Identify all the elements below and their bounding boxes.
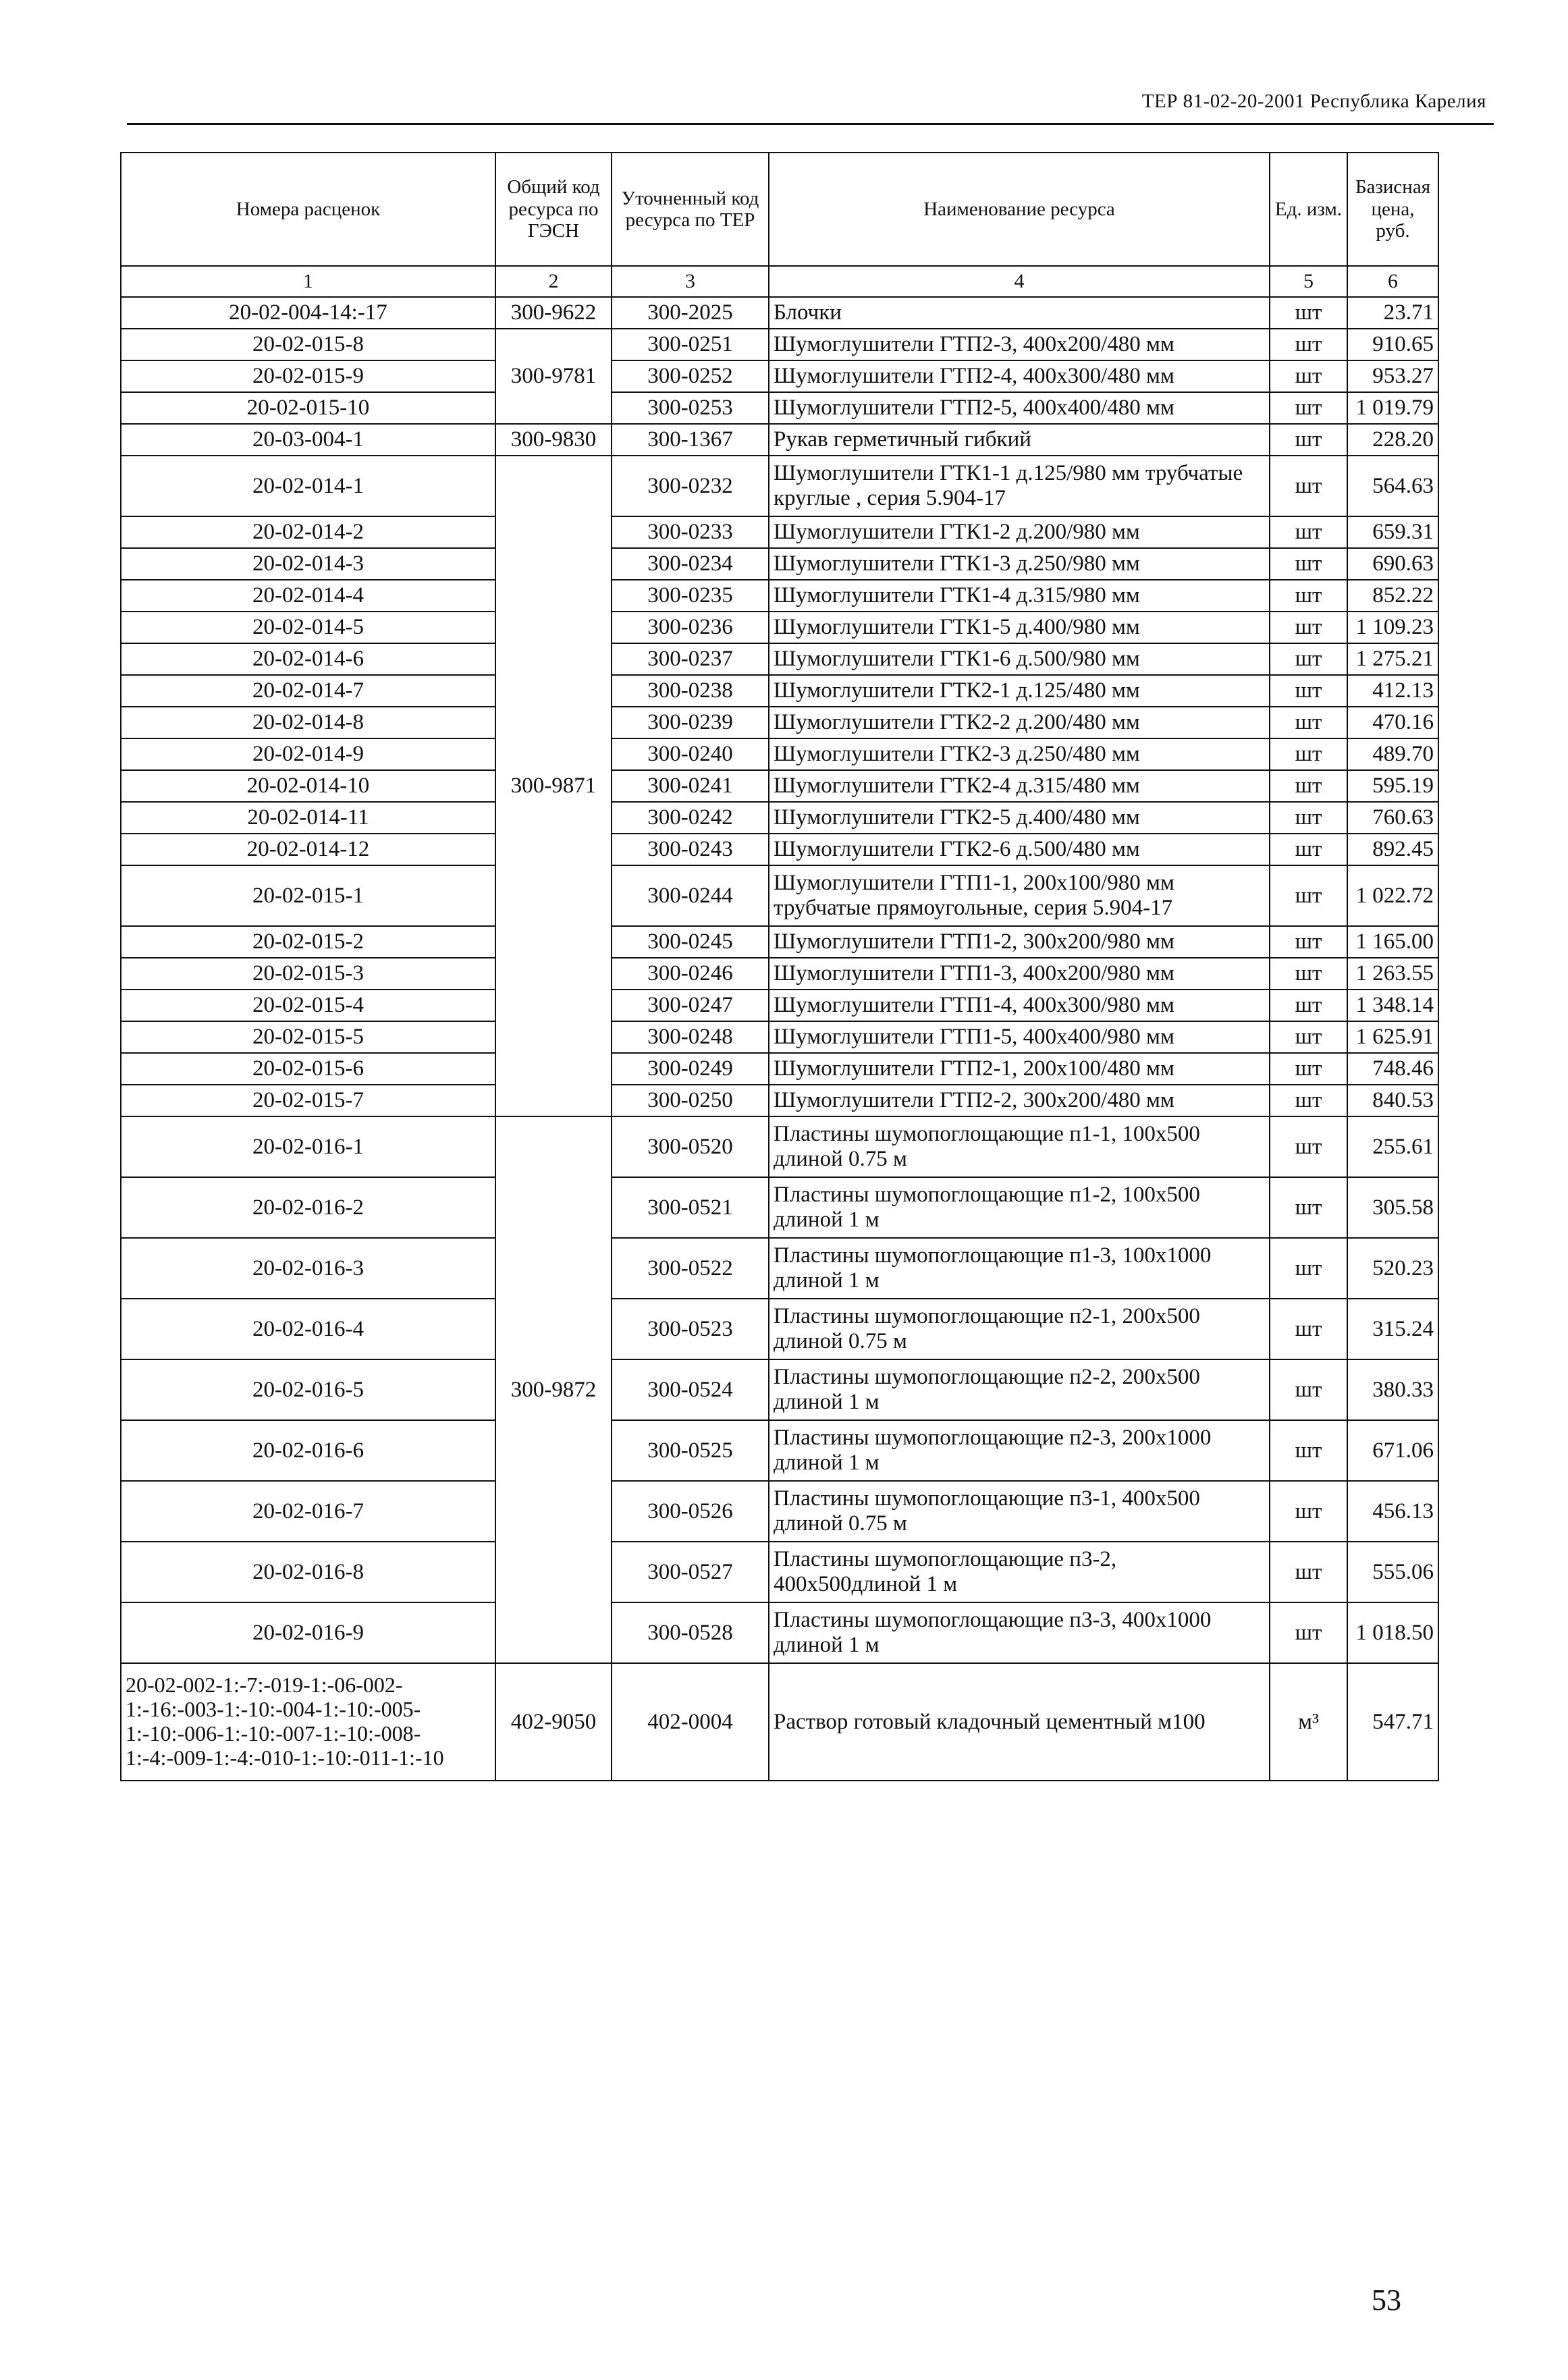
price-cell: 953.27 bbox=[1347, 360, 1438, 392]
price-cell: 659.31 bbox=[1347, 516, 1438, 548]
price-cell: 228.20 bbox=[1347, 424, 1438, 456]
table-row bbox=[121, 1053, 1438, 1085]
ter-code-cell: 300-0233 bbox=[612, 516, 769, 548]
rate-number-cell: 20-02-002-1:-7:-019-1:-06-002-1:-16:-003-1:-10:-004-1:-10:-005-1:-10:-006-1:-10:-007-1:-10:-008-1:-4:-009-1:-4:-010-1:-10:-011-1:-10 bbox=[121, 1663, 495, 1781]
resource-name-cell: Шумоглушители ГТК1-3 д.250/980 мм bbox=[769, 548, 1270, 580]
rate-number-cell: 20-02-014-5 bbox=[121, 612, 495, 643]
unit-cell: шт bbox=[1270, 1085, 1347, 1116]
unit-cell: шт bbox=[1270, 707, 1347, 738]
unit-cell: шт bbox=[1270, 1238, 1347, 1299]
rate-number-cell: 20-02-014-1 bbox=[121, 456, 495, 516]
resource-name-cell: Шумоглушители ГТП1-3, 400х200/980 мм bbox=[769, 958, 1270, 990]
table-row bbox=[121, 738, 1438, 770]
unit-cell: шт bbox=[1270, 329, 1347, 360]
ter-code-cell: 300-0523 bbox=[612, 1299, 769, 1359]
ter-code-cell: 300-0525 bbox=[612, 1420, 769, 1481]
price-cell: 671.06 bbox=[1347, 1420, 1438, 1481]
table-row bbox=[121, 675, 1438, 707]
resource-name-cell: Пластины шумопоглощающие п2-2, 200х500 длиной 1 м bbox=[769, 1359, 1270, 1420]
resource-name-cell: Шумоглушители ГТП1-2, 300х200/980 мм bbox=[769, 926, 1270, 958]
ter-code-cell: 300-0251 bbox=[612, 329, 769, 360]
unit-cell: шт bbox=[1270, 643, 1347, 675]
price-cell: 892.45 bbox=[1347, 834, 1438, 865]
rate-number-cell: 20-02-014-7 bbox=[121, 675, 495, 707]
rate-number-cell: 20-02-014-3 bbox=[121, 548, 495, 580]
ter-code-cell: 300-0253 bbox=[612, 392, 769, 424]
unit-cell: шт bbox=[1270, 424, 1347, 456]
resource-name-cell: Пластины шумопоглощающие п3-2, 400х500длиной 1 м bbox=[769, 1542, 1270, 1602]
table-row bbox=[121, 548, 1438, 580]
price-cell: 305.58 bbox=[1347, 1177, 1438, 1238]
page-number: 53 bbox=[1372, 2283, 1401, 2317]
ter-code-cell: 300-0237 bbox=[612, 643, 769, 675]
unit-cell: м³ bbox=[1270, 1663, 1347, 1781]
ter-code-cell: 300-0236 bbox=[612, 612, 769, 643]
price-cell: 555.06 bbox=[1347, 1542, 1438, 1602]
price-cell: 1 022.72 bbox=[1347, 865, 1438, 926]
table-row bbox=[121, 990, 1438, 1021]
ter-code-cell: 300-0526 bbox=[612, 1481, 769, 1542]
resource-name-cell: Пластины шумопоглощающие п2-1, 200х500 длиной 0.75 м bbox=[769, 1299, 1270, 1359]
rate-number-cell: 20-02-014-11 bbox=[121, 802, 495, 834]
rate-number-cell: 20-02-014-9 bbox=[121, 738, 495, 770]
gesn-code-cell: 300-9781 bbox=[495, 329, 612, 424]
unit-cell: шт bbox=[1270, 516, 1347, 548]
ter-code-cell: 300-0235 bbox=[612, 580, 769, 612]
ter-code-cell: 300-0241 bbox=[612, 770, 769, 802]
unit-cell: шт bbox=[1270, 1021, 1347, 1053]
gesn-code-cell: 300-9872 bbox=[495, 1116, 612, 1663]
table-row bbox=[121, 958, 1438, 990]
table-row bbox=[121, 392, 1438, 424]
table-row bbox=[121, 1299, 1438, 1359]
table-row bbox=[121, 770, 1438, 802]
resource-name-cell: Шумоглушители ГТК1-2 д.200/980 мм bbox=[769, 516, 1270, 548]
price-cell: 1 018.50 bbox=[1347, 1602, 1438, 1663]
ter-code-cell: 300-0247 bbox=[612, 990, 769, 1021]
ter-code-cell: 300-0232 bbox=[612, 456, 769, 516]
unit-cell: шт bbox=[1270, 1359, 1347, 1420]
resource-name-cell: Шумоглушители ГТК2-3 д.250/480 мм bbox=[769, 738, 1270, 770]
ter-code-cell: 300-0249 bbox=[612, 1053, 769, 1085]
unit-cell: шт bbox=[1270, 612, 1347, 643]
rate-number-cell: 20-02-015-3 bbox=[121, 958, 495, 990]
unit-cell: шт bbox=[1270, 548, 1347, 580]
unit-cell: шт bbox=[1270, 834, 1347, 865]
price-cell: 489.70 bbox=[1347, 738, 1438, 770]
resource-name-cell: Шумоглушители ГТК1-5 д.400/980 мм bbox=[769, 612, 1270, 643]
ter-code-cell: 300-0252 bbox=[612, 360, 769, 392]
column-number-row bbox=[121, 266, 1438, 297]
table-row bbox=[121, 424, 1438, 456]
ter-code-cell: 300-0522 bbox=[612, 1238, 769, 1299]
resource-name-cell: Раствор готовый кладочный цементный м100 bbox=[769, 1663, 1270, 1781]
column-header: Уточненный код ресурса по ТЕР bbox=[612, 153, 769, 266]
resource-name-cell: Пластины шумопоглощающие п1-2, 100х500 длиной 1 м bbox=[769, 1177, 1270, 1238]
ter-code-cell: 300-0238 bbox=[612, 675, 769, 707]
table-row bbox=[121, 1542, 1438, 1602]
resource-name-cell: Шумоглушители ГТК1-4 д.315/980 мм bbox=[769, 580, 1270, 612]
rate-number-cell: 20-02-014-12 bbox=[121, 834, 495, 865]
rate-number-cell: 20-02-015-4 bbox=[121, 990, 495, 1021]
table-row bbox=[121, 1420, 1438, 1481]
ter-code-cell: 402-0004 bbox=[612, 1663, 769, 1781]
table-row bbox=[121, 802, 1438, 834]
ter-code-cell: 300-0524 bbox=[612, 1359, 769, 1420]
price-cell: 547.71 bbox=[1347, 1663, 1438, 1781]
rate-number-cell: 20-02-014-8 bbox=[121, 707, 495, 738]
price-cell: 1 275.21 bbox=[1347, 643, 1438, 675]
column-header: Номера расценок bbox=[121, 153, 495, 266]
resource-name-cell: Пластины шумопоглощающие п2-3, 200х1000 длиной 1 м bbox=[769, 1420, 1270, 1481]
price-cell: 380.33 bbox=[1347, 1359, 1438, 1420]
ter-code-cell: 300-0520 bbox=[612, 1116, 769, 1177]
column-header: Наименование ресурса bbox=[769, 153, 1270, 266]
table-row bbox=[121, 1177, 1438, 1238]
price-cell: 520.23 bbox=[1347, 1238, 1438, 1299]
table-row bbox=[121, 612, 1438, 643]
price-cell: 748.46 bbox=[1347, 1053, 1438, 1085]
ter-code-cell: 300-0244 bbox=[612, 865, 769, 926]
unit-cell: шт bbox=[1270, 580, 1347, 612]
price-cell: 1 109.23 bbox=[1347, 612, 1438, 643]
resource-name-cell: Рукав герметичный гибкий bbox=[769, 424, 1270, 456]
resource-name-cell: Пластины шумопоглощающие п1-3, 100х1000 длиной 1 м bbox=[769, 1238, 1270, 1299]
unit-cell: шт bbox=[1270, 1542, 1347, 1602]
unit-cell: шт bbox=[1270, 802, 1347, 834]
ter-code-cell: 300-0528 bbox=[612, 1602, 769, 1663]
price-cell: 690.63 bbox=[1347, 548, 1438, 580]
table-row bbox=[121, 1085, 1438, 1116]
ter-code-cell: 300-0246 bbox=[612, 958, 769, 990]
table-row bbox=[121, 580, 1438, 612]
unit-cell: шт bbox=[1270, 1116, 1347, 1177]
resource-name-cell: Шумоглушители ГТП2-3, 400х200/480 мм bbox=[769, 329, 1270, 360]
unit-cell: шт bbox=[1270, 1177, 1347, 1238]
price-cell: 564.63 bbox=[1347, 456, 1438, 516]
ter-code-cell: 300-1367 bbox=[612, 424, 769, 456]
table-row bbox=[121, 1021, 1438, 1053]
price-cell: 1 165.00 bbox=[1347, 926, 1438, 958]
price-cell: 595.19 bbox=[1347, 770, 1438, 802]
table-row bbox=[121, 643, 1438, 675]
unit-cell: шт bbox=[1270, 456, 1347, 516]
rate-number-cell: 20-02-015-7 bbox=[121, 1085, 495, 1116]
table-row bbox=[121, 516, 1438, 548]
ter-code-cell: 300-0242 bbox=[612, 802, 769, 834]
ter-code-cell: 300-0240 bbox=[612, 738, 769, 770]
ter-code-cell: 300-0243 bbox=[612, 834, 769, 865]
table-row bbox=[121, 865, 1438, 926]
resource-name-cell: Шумоглушители ГТК1-1 д.125/980 мм трубчатые круглые , серия 5.904-17 bbox=[769, 456, 1270, 516]
unit-cell: шт bbox=[1270, 990, 1347, 1021]
header-rule bbox=[127, 123, 1494, 125]
ter-code-cell: 300-0234 bbox=[612, 548, 769, 580]
unit-cell: шт bbox=[1270, 926, 1347, 958]
resource-name-cell: Пластины шумопоглощающие п3-3, 400х1000 длиной 1 м bbox=[769, 1602, 1270, 1663]
table-row bbox=[121, 360, 1438, 392]
gesn-code-cell: 402-9050 bbox=[495, 1663, 612, 1781]
rate-number-cell: 20-02-016-2 bbox=[121, 1177, 495, 1238]
rate-number-cell: 20-02-004-14:-17 bbox=[121, 297, 495, 329]
unit-cell: шт bbox=[1270, 1053, 1347, 1085]
gesn-code-cell: 300-9871 bbox=[495, 456, 612, 1116]
table-row bbox=[121, 1116, 1438, 1177]
resource-name-cell: Блочки bbox=[769, 297, 1270, 329]
price-cell: 456.13 bbox=[1347, 1481, 1438, 1542]
price-cell: 470.16 bbox=[1347, 707, 1438, 738]
unit-cell: шт bbox=[1270, 865, 1347, 926]
price-cell: 840.53 bbox=[1347, 1085, 1438, 1116]
unit-cell: шт bbox=[1270, 1481, 1347, 1542]
rate-number-cell: 20-02-014-2 bbox=[121, 516, 495, 548]
resource-name-cell: Шумоглушители ГТК2-6 д.500/480 мм bbox=[769, 834, 1270, 865]
rate-number-cell: 20-02-014-6 bbox=[121, 643, 495, 675]
rate-number-cell: 20-02-015-1 bbox=[121, 865, 495, 926]
resource-name-cell: Шумоглушители ГТП2-4, 400х300/480 мм bbox=[769, 360, 1270, 392]
document-header-title: ТЕР 81-02-20-2001 Республика Карелия bbox=[1141, 90, 1486, 112]
rate-number-cell: 20-02-016-1 bbox=[121, 1116, 495, 1177]
price-cell: 23.71 bbox=[1347, 297, 1438, 329]
unit-cell: шт bbox=[1270, 958, 1347, 990]
column-header: Ед. изм. bbox=[1270, 153, 1347, 266]
price-cell: 1 019.79 bbox=[1347, 392, 1438, 424]
resource-name-cell: Пластины шумопоглощающие п3-1, 400х500 длиной 0.75 м bbox=[769, 1481, 1270, 1542]
column-header: Общий код ресурса по ГЭСН bbox=[495, 153, 612, 266]
price-cell: 1 348.14 bbox=[1347, 990, 1438, 1021]
price-cell: 1 625.91 bbox=[1347, 1021, 1438, 1053]
rate-number-cell: 20-02-015-10 bbox=[121, 392, 495, 424]
gesn-code-cell: 300-9622 bbox=[495, 297, 612, 329]
column-number: 1 bbox=[121, 266, 495, 297]
column-header: Базисная цена, руб. bbox=[1347, 153, 1438, 266]
unit-cell: шт bbox=[1270, 1420, 1347, 1481]
rate-number-cell: 20-02-015-5 bbox=[121, 1021, 495, 1053]
ter-code-cell: 300-2025 bbox=[612, 297, 769, 329]
resource-name-cell: Шумоглушители ГТП2-2, 300х200/480 мм bbox=[769, 1085, 1270, 1116]
table-row bbox=[121, 707, 1438, 738]
unit-cell: шт bbox=[1270, 297, 1347, 329]
table-row bbox=[121, 456, 1438, 516]
gesn-code-cell: 300-9830 bbox=[495, 424, 612, 456]
resource-name-cell: Шумоглушители ГТП1-4, 400х300/980 мм bbox=[769, 990, 1270, 1021]
rate-number-cell: 20-02-014-10 bbox=[121, 770, 495, 802]
unit-cell: шт bbox=[1270, 392, 1347, 424]
column-number: 6 bbox=[1347, 266, 1438, 297]
table-row bbox=[121, 834, 1438, 865]
unit-cell: шт bbox=[1270, 1299, 1347, 1359]
table-row bbox=[121, 329, 1438, 360]
resource-name-cell: Шумоглушители ГТП1-5, 400х400/980 мм bbox=[769, 1021, 1270, 1053]
unit-cell: шт bbox=[1270, 1602, 1347, 1663]
table-row bbox=[121, 1481, 1438, 1542]
column-number: 3 bbox=[612, 266, 769, 297]
resource-name-cell: Шумоглушители ГТП2-5, 400х400/480 мм bbox=[769, 392, 1270, 424]
column-number: 2 bbox=[495, 266, 612, 297]
table-header-row bbox=[121, 153, 1438, 266]
rate-number-cell: 20-02-015-9 bbox=[121, 360, 495, 392]
resource-name-cell: Шумоглушители ГТК2-4 д.315/480 мм bbox=[769, 770, 1270, 802]
rate-number-cell: 20-02-015-8 bbox=[121, 329, 495, 360]
rate-number-cell: 20-02-015-2 bbox=[121, 926, 495, 958]
rate-number-cell: 20-02-016-8 bbox=[121, 1542, 495, 1602]
price-cell: 412.13 bbox=[1347, 675, 1438, 707]
ter-code-cell: 300-0245 bbox=[612, 926, 769, 958]
rate-number-cell: 20-02-016-6 bbox=[121, 1420, 495, 1481]
column-number: 4 bbox=[769, 266, 1270, 297]
table-row bbox=[121, 297, 1438, 329]
price-cell: 1 263.55 bbox=[1347, 958, 1438, 990]
price-cell: 910.65 bbox=[1347, 329, 1438, 360]
unit-cell: шт bbox=[1270, 770, 1347, 802]
rate-number-cell: 20-02-016-9 bbox=[121, 1602, 495, 1663]
resource-price-table bbox=[120, 152, 1439, 1781]
price-cell: 255.61 bbox=[1347, 1116, 1438, 1177]
unit-cell: шт bbox=[1270, 360, 1347, 392]
unit-cell: шт bbox=[1270, 675, 1347, 707]
rate-number-cell: 20-02-016-4 bbox=[121, 1299, 495, 1359]
rate-number-cell: 20-02-016-7 bbox=[121, 1481, 495, 1542]
ter-code-cell: 300-0527 bbox=[612, 1542, 769, 1602]
price-cell: 760.63 bbox=[1347, 802, 1438, 834]
resource-name-cell: Пластины шумопоглощающие п1-1, 100х500 длиной 0.75 м bbox=[769, 1116, 1270, 1177]
unit-cell: шт bbox=[1270, 738, 1347, 770]
resource-name-cell: Шумоглушители ГТК2-2 д.200/480 мм bbox=[769, 707, 1270, 738]
rate-number-cell: 20-03-004-1 bbox=[121, 424, 495, 456]
resource-name-cell: Шумоглушители ГТК2-5 д.400/480 мм bbox=[769, 802, 1270, 834]
rate-number-cell: 20-02-015-6 bbox=[121, 1053, 495, 1085]
ter-code-cell: 300-0239 bbox=[612, 707, 769, 738]
column-number: 5 bbox=[1270, 266, 1347, 297]
price-cell: 315.24 bbox=[1347, 1299, 1438, 1359]
table-row bbox=[121, 926, 1438, 958]
rate-number-cell: 20-02-016-5 bbox=[121, 1359, 495, 1420]
table-row bbox=[121, 1602, 1438, 1663]
price-cell: 852.22 bbox=[1347, 580, 1438, 612]
ter-code-cell: 300-0521 bbox=[612, 1177, 769, 1238]
ter-code-cell: 300-0250 bbox=[612, 1085, 769, 1116]
resource-name-cell: Шумоглушители ГТП1-1, 200х100/980 мм трубчатые прямоугольные, серия 5.904-17 bbox=[769, 865, 1270, 926]
resource-name-cell: Шумоглушители ГТП2-1, 200х100/480 мм bbox=[769, 1053, 1270, 1085]
rate-number-cell: 20-02-016-3 bbox=[121, 1238, 495, 1299]
resource-name-cell: Шумоглушители ГТК1-6 д.500/980 мм bbox=[769, 643, 1270, 675]
ter-code-cell: 300-0248 bbox=[612, 1021, 769, 1053]
rate-number-cell: 20-02-014-4 bbox=[121, 580, 495, 612]
table-row bbox=[121, 1359, 1438, 1420]
table-row bbox=[121, 1663, 1438, 1781]
resource-name-cell: Шумоглушители ГТК2-1 д.125/480 мм bbox=[769, 675, 1270, 707]
table-row bbox=[121, 1238, 1438, 1299]
